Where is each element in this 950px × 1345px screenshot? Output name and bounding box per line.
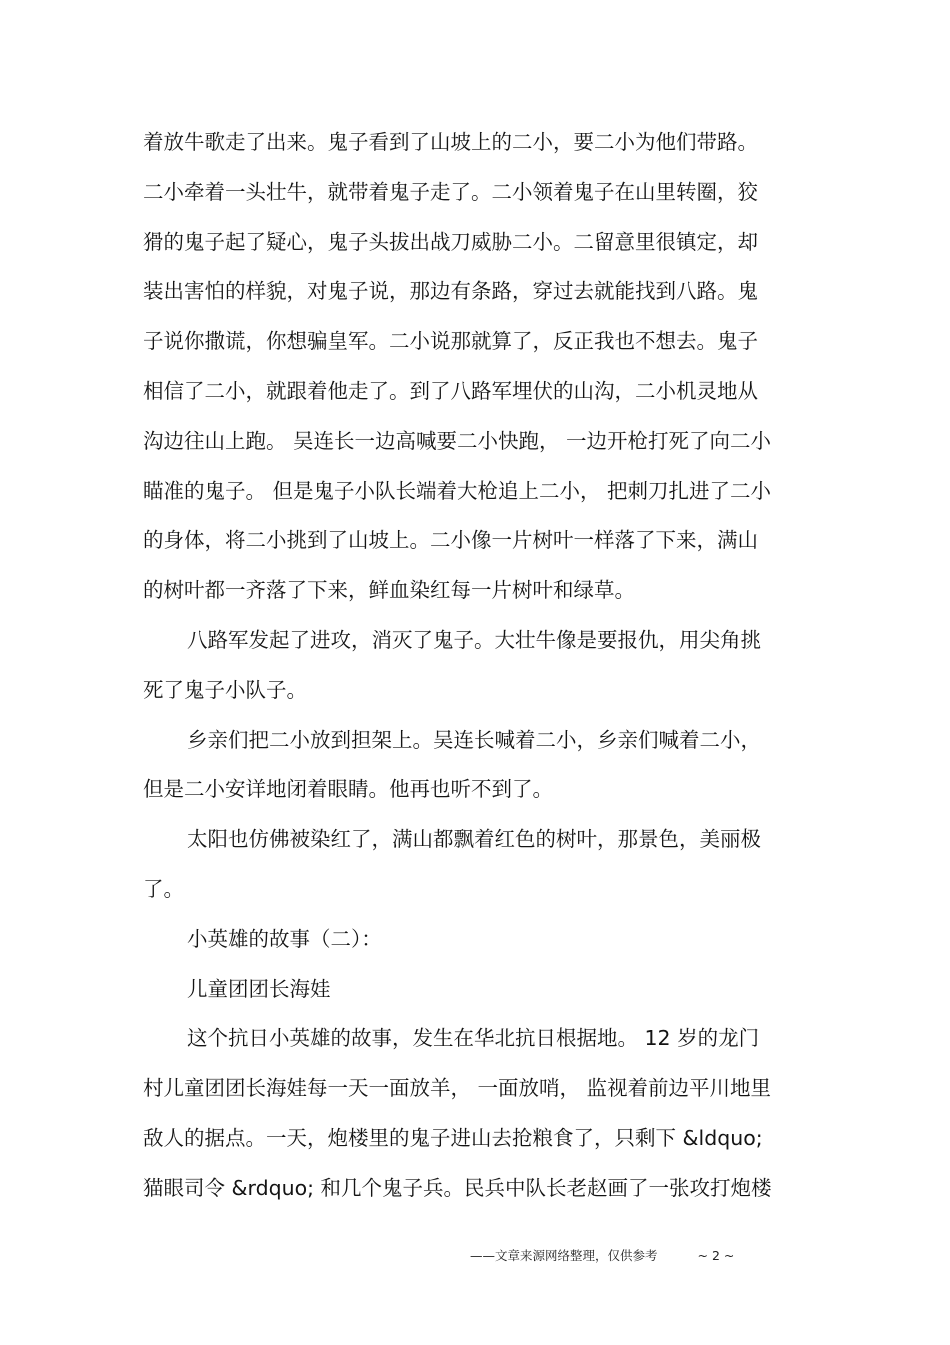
footer-source-note: ——文章来源网络整理，仅供参考 bbox=[470, 1248, 658, 1263]
page-number: ~ 2 ~ bbox=[697, 1248, 735, 1263]
text-line: 死了鬼子小队子。 bbox=[143, 677, 307, 702]
page-footer bbox=[470, 1246, 734, 1264]
text-line: 瞄准的鬼子。 但是鬼子小队长端着大枪追上二小， 把刺刀扎进了二小 bbox=[143, 478, 772, 503]
text-line: 子说你撒谎，你想骗皇军。二小说那就算了，反正我也不想去。鬼子 bbox=[143, 329, 758, 354]
text-line: 相信了二小，就跟着他走了。到了八路军埋伏的山沟，二小机灵地从 bbox=[143, 378, 758, 403]
text-line: 八路军发起了进攻，消灭了鬼子。大壮牛像是要报仇，用尖角挑 bbox=[187, 627, 761, 652]
text-line: 猾的鬼子起了疑心，鬼子头拔出战刀威胁二小。二留意里很镇定，却 bbox=[143, 229, 758, 254]
text-line: 了。 bbox=[143, 876, 184, 901]
text-line: 装出害怕的样貌，对鬼子说，那边有条路，穿过去就能找到八路。鬼 bbox=[143, 279, 758, 304]
body-text bbox=[143, 118, 808, 1214]
text-line: 但是二小安详地闭着眼睛。他再也听不到了。 bbox=[143, 777, 553, 802]
text-line: 小英雄的故事（二）： bbox=[187, 926, 382, 951]
text-line: 的树叶都一齐落了下来，鲜血染红每一片树叶和绿草。 bbox=[143, 578, 635, 603]
text-line: 太阳也仿佛被染红了，满山都飘着红色的树叶，那景色，美丽极 bbox=[187, 827, 761, 852]
text-line: 儿童团团长海娃 bbox=[187, 976, 331, 1001]
text-line: 二小牵着一头壮牛，就带着鬼子走了。二小领着鬼子在山里转圈，狡 bbox=[143, 179, 758, 204]
text-line: 这个抗日小英雄的故事，发生在华北抗日根据地。 12 岁的龙门 bbox=[187, 1026, 760, 1051]
text-line: 沟边往山上跑。 吴连长一边高喊要二小快跑， 一边开枪打死了向二小 bbox=[143, 428, 772, 453]
text-line: 村儿童团团长海娃每一天一面放羊， 一面放哨， 监视着前边平川地里 bbox=[143, 1076, 772, 1101]
text-line: 着放牛歌走了出来。鬼子看到了山坡上的二小，要二小为他们带路。 bbox=[143, 130, 758, 154]
text-line: 的身体，将二小挑到了山坡上。二小像一片树叶一样落了下来，满山 bbox=[143, 528, 758, 553]
text-line: 敌人的据点。一天，炮楼里的鬼子进山去抢粮食了，只剩下 &ldquo; bbox=[143, 1125, 763, 1150]
text-line: 猫眼司令 &rdquo; 和几个鬼子兵。民兵中队长老赵画了一张攻打炮楼 bbox=[143, 1175, 772, 1200]
text-line: 乡亲们把二小放到担架上。吴连长喊着二小，乡亲们喊着二小， bbox=[187, 727, 761, 752]
